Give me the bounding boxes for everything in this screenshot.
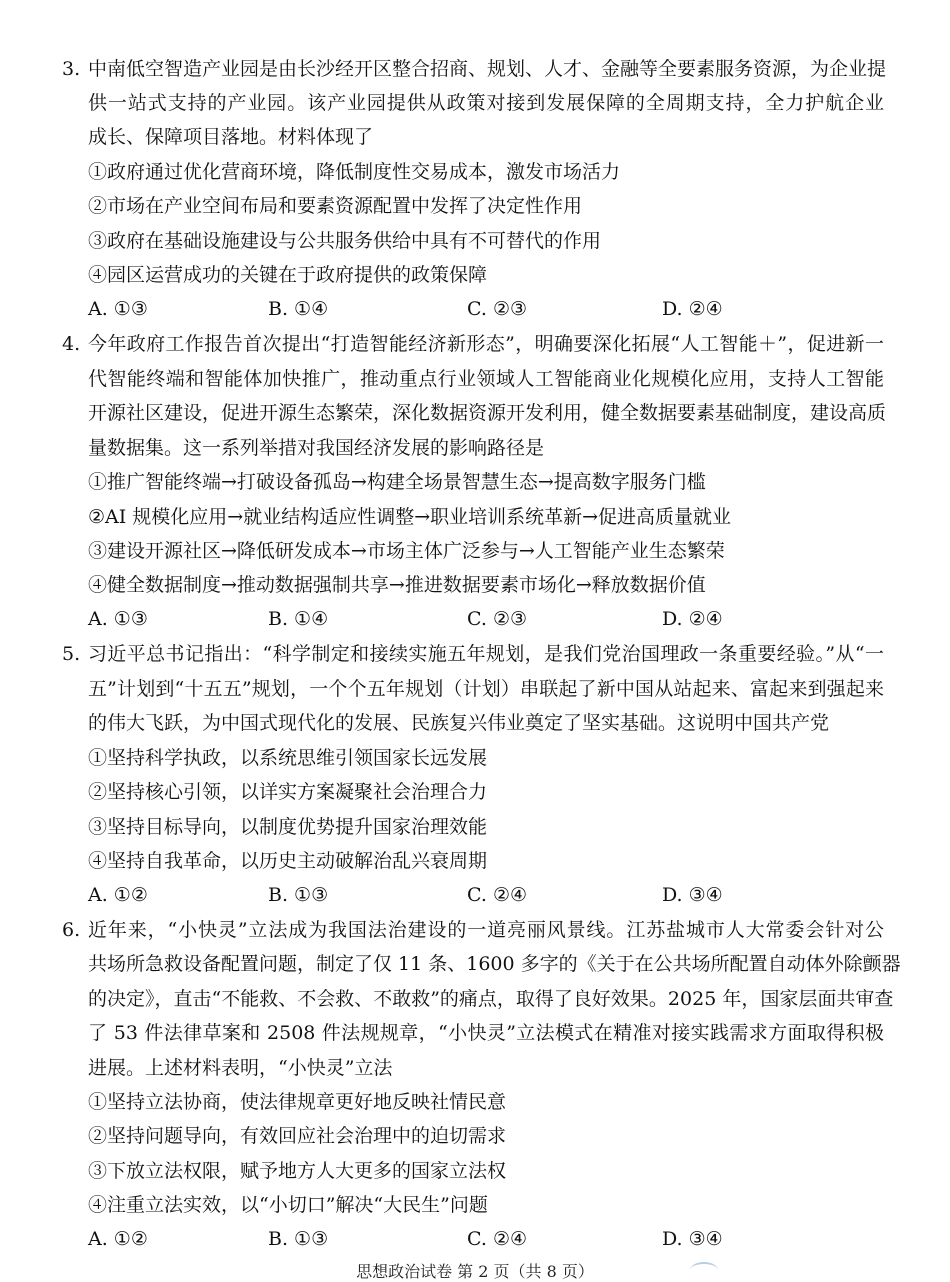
statement: ③政府在基础设施建设与公共服务供给中具有不可替代的作用 (88, 230, 602, 252)
option-c: C. ②③ (467, 608, 528, 630)
page-footer: 思想政治试卷 第 2 页（共 8 页） (356, 1262, 594, 1281)
stem-line: 成长、保障项目落地。材料体现了 (88, 126, 374, 148)
stem-line: 的伟大飞跃，为中国式现代化的发展、民族复兴伟业奠定了坚实基础。这说明中国共产党 (88, 712, 830, 734)
option-a: A. ①③ (88, 608, 148, 630)
stem-line: 量数据集。这一系列举措对我国经济发展的影响路径是 (88, 437, 545, 459)
option-d: D. ③④ (662, 884, 723, 906)
stem-line: 的决定》，直击“不能救、不会救、不敢救”的痛点，取得了良好效果。2025 年，国家层面共审查 (88, 988, 894, 1010)
stem-line: 进展。上述材料表明，“小快灵”立法 (88, 1057, 393, 1079)
statement: ③下放立法权限，赋予地方人大更多的国家立法权 (88, 1160, 507, 1182)
statement: ④坚持自我革命，以历史主动破解治乱兴衰周期 (88, 850, 488, 872)
stem-line: 共场所急救设备配置问题，制定了仅 11 条、1600 多字的《关于在公共场所配置自动体外除颤器 (88, 953, 901, 975)
stem-line: 五”计划到“十五五”规划，一个个五年规划（计划）串联起了新中国从站起来、富起来到强起来 (88, 678, 884, 700)
statement: ①推广智能终端→打破设备孤岛→构建全场景智慧生态→提高数字服务门槛 (88, 471, 706, 493)
option-c: C. ②④ (467, 884, 528, 906)
statement: ①坚持立法协商，使法律规章更好地反映社情民意 (88, 1091, 507, 1113)
stem-line: 今年政府工作报告首次提出“打造智能经济新形态”，明确要深化拓展“人工智能＋”，促进新一 (88, 333, 884, 355)
statement: ④园区运营成功的关键在于政府提供的政策保障 (88, 264, 488, 286)
question-number: 3. (62, 58, 81, 80)
question-number: 5. (62, 643, 81, 665)
option-a: A. ①② (88, 1228, 148, 1250)
statement: ③坚持目标导向，以制度优势提升国家治理效能 (88, 816, 488, 838)
option-b: B. ①③ (268, 1228, 329, 1250)
option-a: A. ①② (88, 884, 148, 906)
stem-line: 近年来，“小快灵”立法成为我国法治建设的一道亮丽风景线。江苏盐城市人大常委会针对公 (88, 919, 884, 941)
statement: ①坚持科学执政，以系统思维引领国家长远发展 (88, 747, 488, 769)
stamp-mark (690, 1262, 718, 1278)
option-a: A. ①③ (88, 298, 148, 320)
statement: ①政府通过优化营商环境，降低制度性交易成本，激发市场活力 (88, 161, 621, 183)
statement: ②坚持核心引领，以详实方案凝聚社会治理合力 (88, 781, 488, 803)
option-c: C. ②④ (467, 1228, 528, 1250)
option-b: B. ①③ (268, 884, 329, 906)
option-d: D. ②④ (662, 608, 723, 630)
statement: ②AI 规模化应用→就业结构适应性调整→职业培训系统革新→促进高质量就业 (88, 506, 732, 528)
stem-line: 中南低空智造产业园是由长沙经开区整合招商、规划、人才、金融等全要素服务资源，为企业提 (88, 58, 887, 80)
stem-line: 代智能终端和智能体加快推广，推动重点行业领域人工智能商业化规模化应用，支持人工智能 (88, 368, 884, 390)
option-c: C. ②③ (467, 298, 528, 320)
statement: ②坚持问题导向，有效回应社会治理中的迫切需求 (88, 1125, 507, 1147)
statement: ②市场在产业空间布局和要素资源配置中发挥了决定性作用 (88, 195, 583, 217)
stem-line: 习近平总书记指出：“科学制定和接续实施五年规划，是我们党治国理政一条重要经验。”从“一 (88, 643, 884, 665)
statement: ④注重立法实效，以“小切口”解决“大民生”问题 (88, 1194, 488, 1216)
option-b: B. ①④ (268, 608, 329, 630)
stem-line: 开源社区建设，促进开源生态繁荣，深化数据资源开发利用，健全数据要素基础制度，建设高质 (88, 402, 887, 424)
question-number: 4. (62, 333, 81, 355)
statement: ④健全数据制度→推动数据强制共享→推进数据要素市场化→释放数据价值 (88, 574, 706, 596)
question-number: 6. (62, 919, 81, 941)
option-d: D. ③④ (662, 1228, 723, 1250)
option-d: D. ②④ (662, 298, 723, 320)
statement: ③建设开源社区→降低研发成本→市场主体广泛参与→人工智能产业生态繁荣 (88, 540, 725, 562)
option-b: B. ①④ (268, 298, 329, 320)
stem-line: 供一站式支持的产业园。该产业园提供从政策对接到发展保障的全周期支持，全力护航企业 (88, 92, 884, 114)
stem-line: 了 53 件法律草案和 2508 件法规规章，“小快灵”立法模式在精准对接实践需求方面取得积极 (88, 1022, 884, 1044)
